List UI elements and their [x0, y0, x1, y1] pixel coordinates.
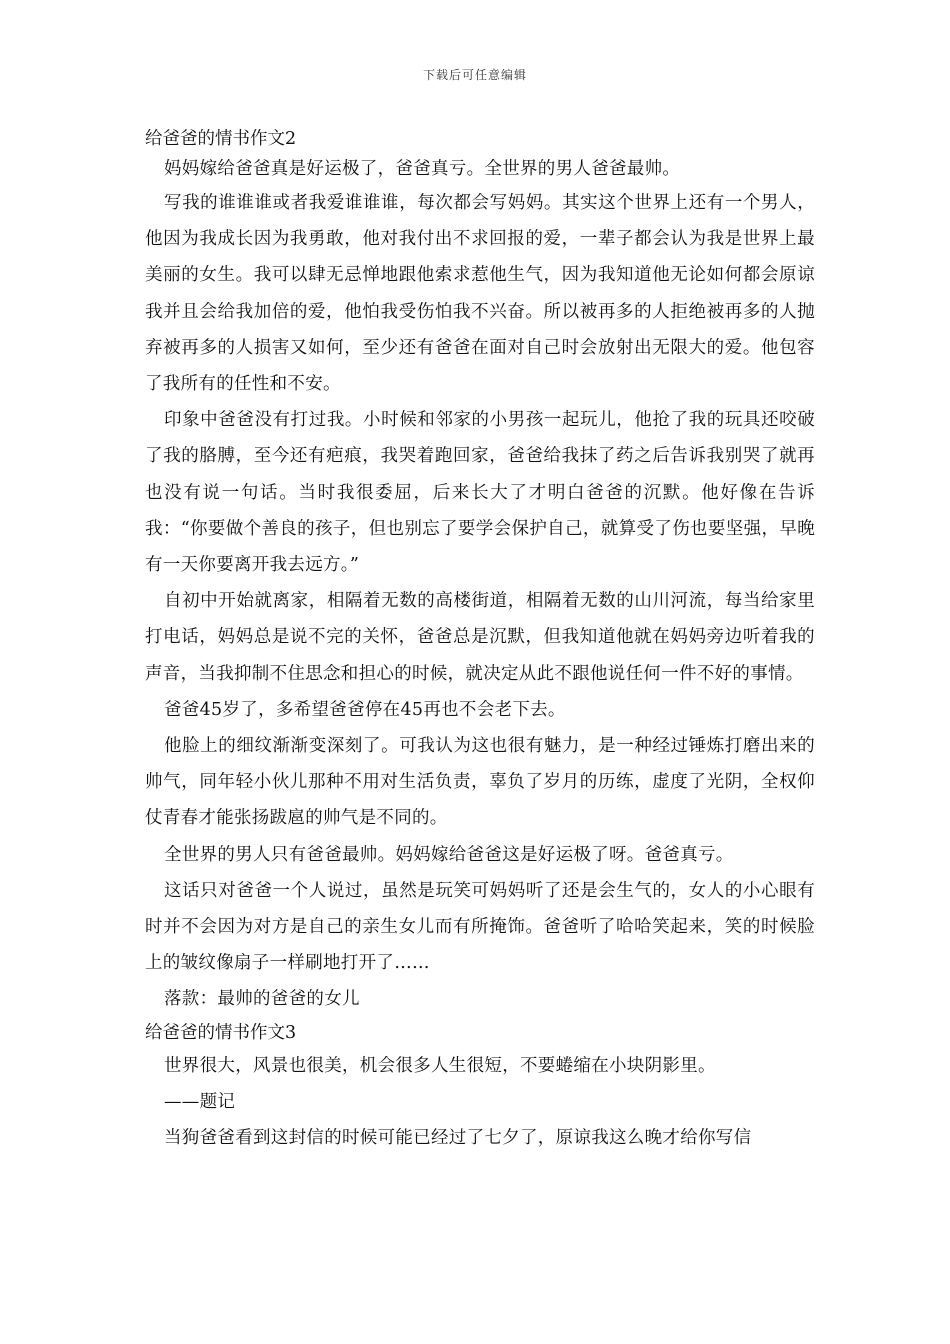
paragraph: 当狗爸爸看到这封信的时候可能已经过了七夕了，原谅我这么晚才给你写信 — [164, 1128, 752, 1149]
section-title: 给爸爸的情书作文2 — [145, 129, 297, 149]
paragraph: 自初中开始就离家，相隔着无数的高楼街道，相隔着无数的山川河流，每当给家里打电话，妈妈总是说不完的关怀，爸爸总是沉默，但我知道他就在妈妈旁边听着我的声音，当我抑制不住思念和担心的时候，就决定从此不跟他说任何一件不好的事情。 — [145, 591, 815, 684]
epigraph-note: ——题记 — [164, 1091, 236, 1112]
paragraph: 他脸上的细纹渐渐变深刻了。可我认为这也很有魅力，是一种经过锤炼打磨出来的帅气，同年轻小伙儿那种不用对生活负责，辜负了岁月的历练，虚度了光阴，全权仰仗青春才能张扬跋扈的帅气是不同的。 — [145, 736, 815, 829]
signature-line: 落款：最帅的爸爸的女儿 — [164, 989, 360, 1010]
paragraph: 爸爸45岁了，多希望爸爸停在45再也不会老下去。 — [164, 699, 566, 720]
header-note: 下载后可任意编辑 — [422, 68, 527, 82]
paragraph: 写我的谁谁谁或者我爱谁谁谁，每次都会写妈妈。其实这个世界上还有一个男人，他因为我成长因为我勇敢，他对我付出不求回报的爱，一辈子都会认为我是世界上最美丽的女生。我可以肆无忌惮地跟他索求惹他生气，因为我知道他无论如何都会原谅我并且会给我加倍的爱，他怕我受伤怕我不兴奋。所以被再多的人拒绝被再多的人抛弃被再多的人损害又如何，至少还有爸爸在面对自己时会放射出无限大的爱。他包容了我所有的任性和不安。 — [145, 193, 815, 395]
paragraph: 世界很大，风景也很美，机会很多人生很短，不要蜷缩在小块阴影里。 — [164, 1055, 716, 1076]
paragraph: 印象中爸爸没有打过我。小时候和邻家的小男孩一起玩儿，他抢了我的玩具还咬破了我的胳膊，至今还有疤痕，我哭着跑回家，爸爸给我抹了药之后告诉我别哭了就再也没有说一句话。当时我很委屈，后来长大了才明白爸爸的沉默。他好像在告诉我：“你要做个善良的孩子，但也别忘了要学会保护自己，就算受了伤也要坚强，早晚有一天你要离开我去远方。” — [145, 410, 815, 576]
document-body — [145, 124, 815, 1156]
paragraph: 这话只对爸爸一个人说过，虽然是玩笑可妈妈听了还是会生气的，女人的小心眼有时并不会因为对方是自己的亲生女儿而有所掩饰。爸爸听了哈哈笑起来，笑的时候脸上的皱纹像扇子一样刷地打开了…… — [145, 880, 815, 974]
section-title: 给爸爸的情书作文3 — [145, 1022, 297, 1043]
paragraph: 妈妈嫁给爸爸真是好运极了，爸爸真亏。全世界的男人爸爸最帅。 — [164, 159, 681, 179]
paragraph: 全世界的男人只有爸爸最帅。妈妈嫁给爸爸这是好运极了呀。爸爸真亏。 — [164, 844, 734, 865]
